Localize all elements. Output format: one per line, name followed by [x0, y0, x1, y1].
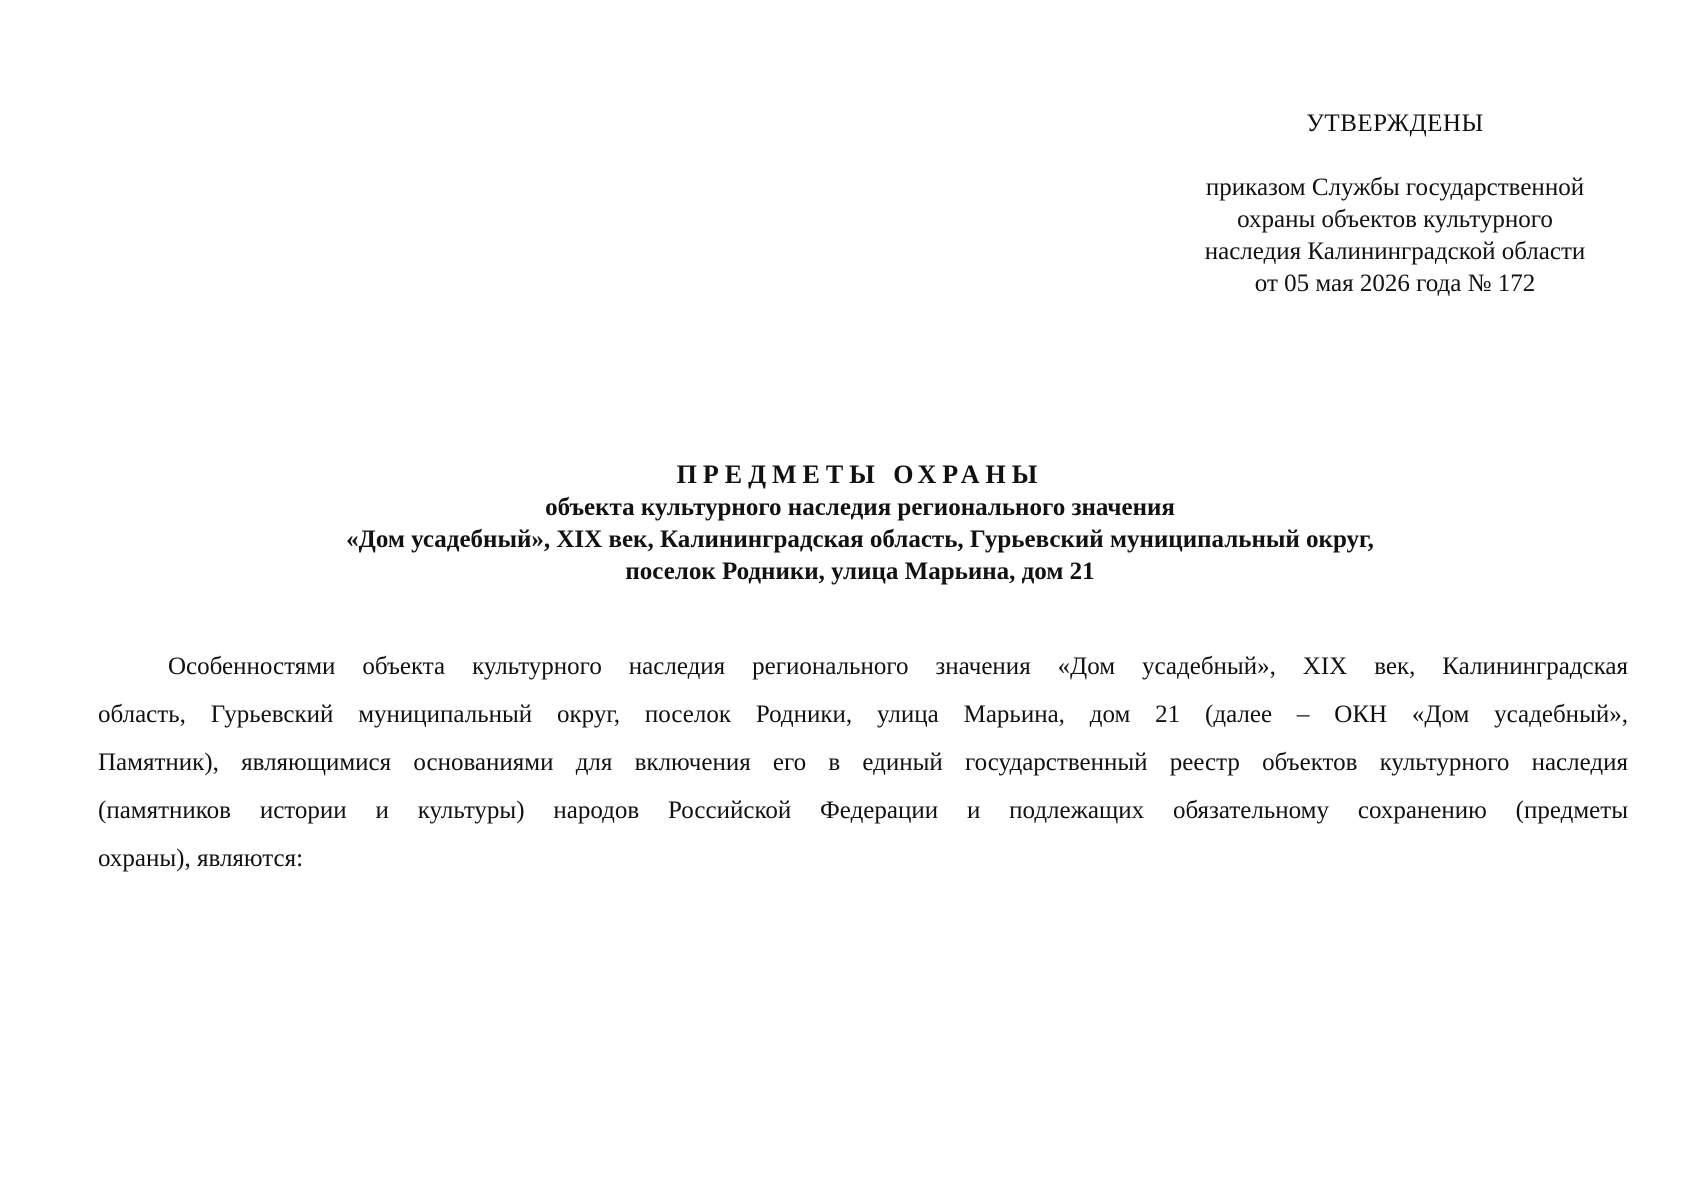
document-body-paragraph	[98, 643, 1628, 883]
document-subtitle-line-2: «Дом усадебный», XIX век, Калининградская область, Гурьевский муниципальный округ,	[346, 526, 1374, 553]
body-line-1: Особенностями объекта культурного наследия регионального значения «Дом усадебный», XIX век, Калининградская	[168, 653, 1628, 680]
body-line-3: Памятник), являющимися основаниями для включения его в единый государственный реестр объектов культурного наследия	[98, 749, 1628, 776]
document-title: ПРЕДМЕТЫ ОХРАНЫ	[676, 460, 1044, 489]
document-subtitle-line-3: поселок Родники, улица Марьина, дом 21	[625, 558, 1095, 585]
document-subtitle-line-1: объекта культурного наследия регионального значения	[545, 494, 1175, 521]
document-header	[90, 458, 1630, 588]
body-line-4: (памятников истории и культуры) народов Российской Федерации и подлежащих обязательному сохранению (предметы	[98, 797, 1628, 824]
body-line-5: охраны), являются:	[98, 845, 304, 872]
approval-stamp-block	[1160, 108, 1630, 300]
approval-line-order: приказом Службы государственной	[1205, 174, 1585, 201]
body-line-2: область, Гурьевский муниципальный округ, поселок Родники, улица Марьина, дом 21 (далее – ОКН «Дом усадебный»,	[98, 701, 1628, 728]
approval-title: УТВЕРЖДЕНЫ	[1306, 110, 1484, 137]
approval-line-region: наследия Калининградской области	[1204, 238, 1586, 265]
approval-line-date-number: от 05 мая 2026 года № 172	[1254, 270, 1536, 297]
approval-line-service: охраны объектов культурного	[1237, 206, 1553, 233]
